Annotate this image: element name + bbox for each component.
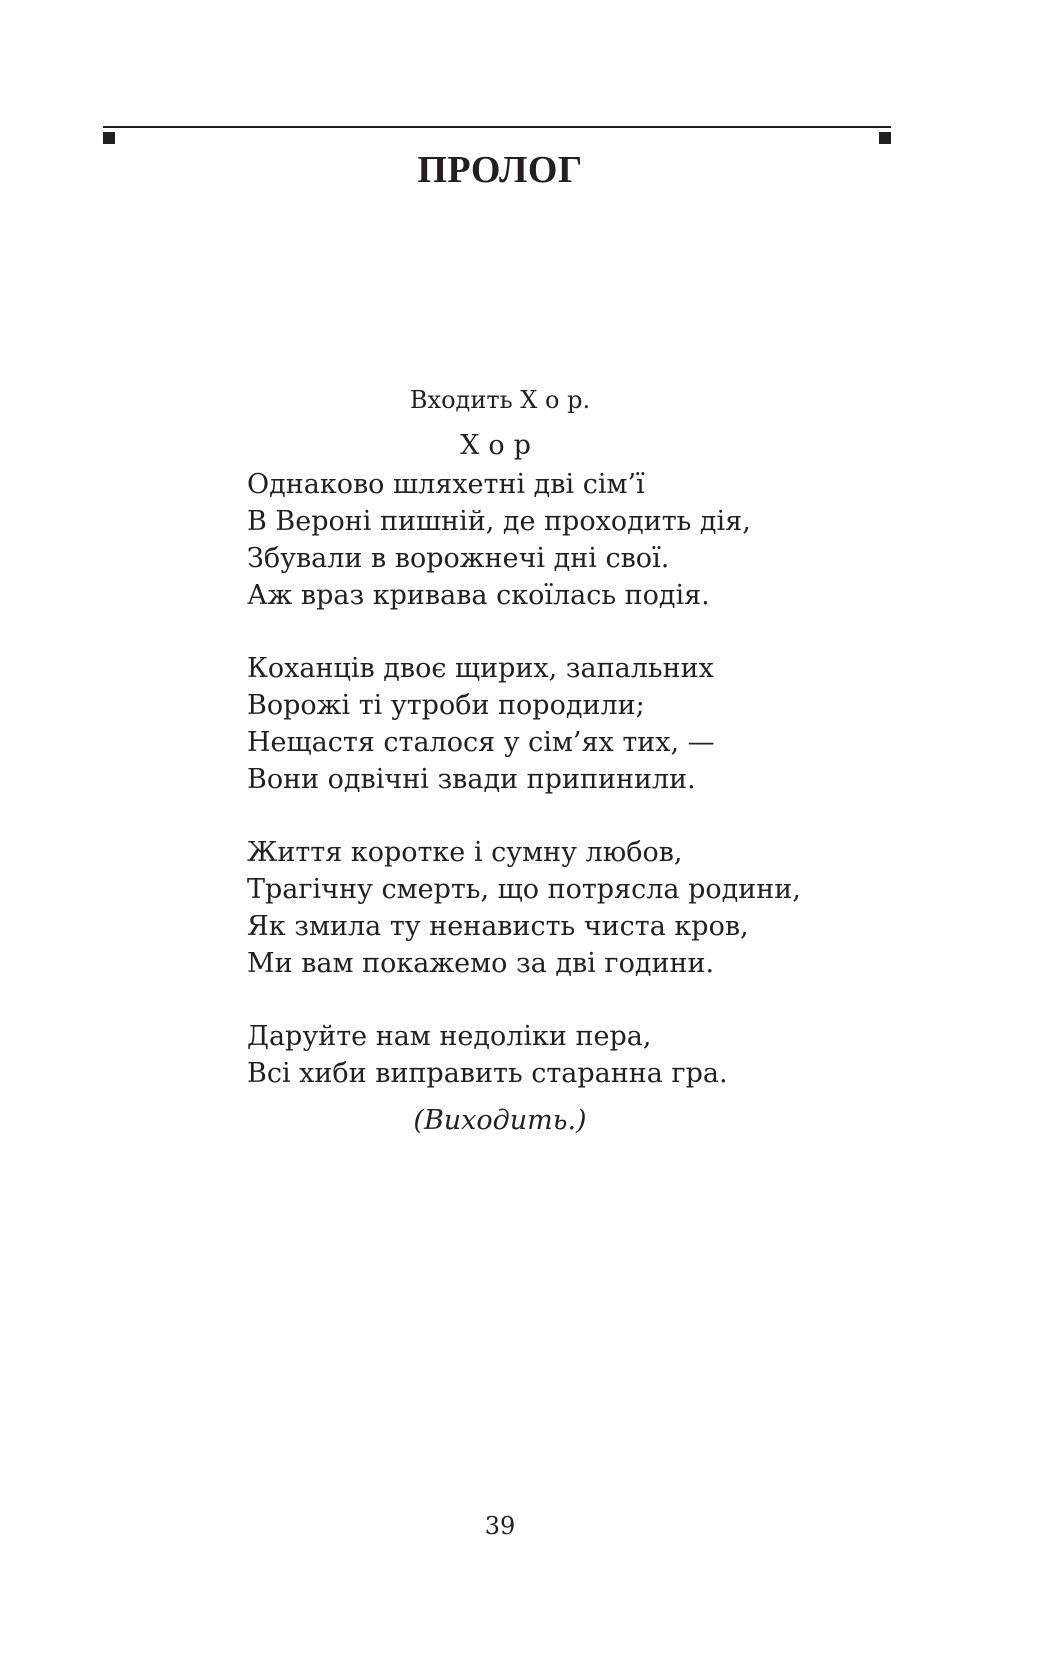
stanza-3 [247,834,947,982]
poem-text [247,466,947,1128]
poem-line: Аж враз кривава скоїлась подія. [247,580,710,611]
poem-line: Нещастя сталося у сім’ях тих, — [247,727,715,758]
poem-line: Життя коротке і сумну любов, [247,837,683,868]
poem-line: Всі хиби виправить старанна гра. [247,1058,728,1089]
corner-square-left [103,132,115,144]
page-number: 39 [484,1512,516,1540]
stage-direction-exit: (Виходить.) [413,1105,587,1136]
stage-direction-enter: Входить Х о р. [409,386,591,414]
speaker-name: Хор [460,430,540,461]
poem-line: Ми вам покажемо за дві години. [247,948,715,979]
poem-line: Збували в ворожнечі дні свої. [247,543,670,574]
poem-line: Коханців двоє щирих, запальних [247,653,714,684]
corner-square-right [879,132,891,144]
stanza-4 [247,1018,947,1092]
stanza-1 [247,466,947,614]
poem-line: Трагічну смерть, що потрясла родини, [247,874,801,905]
poem-line: Вони одвічні звади припинили. [247,764,696,795]
poem-line: Однаково шляхетні дві сім’ї [247,469,645,500]
poem-line: Ворожі ті утроби породили; [247,690,645,721]
header-rule [103,126,891,128]
page-title: ПРОЛОГ [417,149,583,191]
poem-line: Як змила ту ненависть чиста кров, [247,911,749,942]
poem-line: Даруйте нам недоліки пера, [247,1021,652,1052]
poem-line: В Вероні пишній, де проходить дія, [247,506,751,537]
stanza-2 [247,650,947,798]
